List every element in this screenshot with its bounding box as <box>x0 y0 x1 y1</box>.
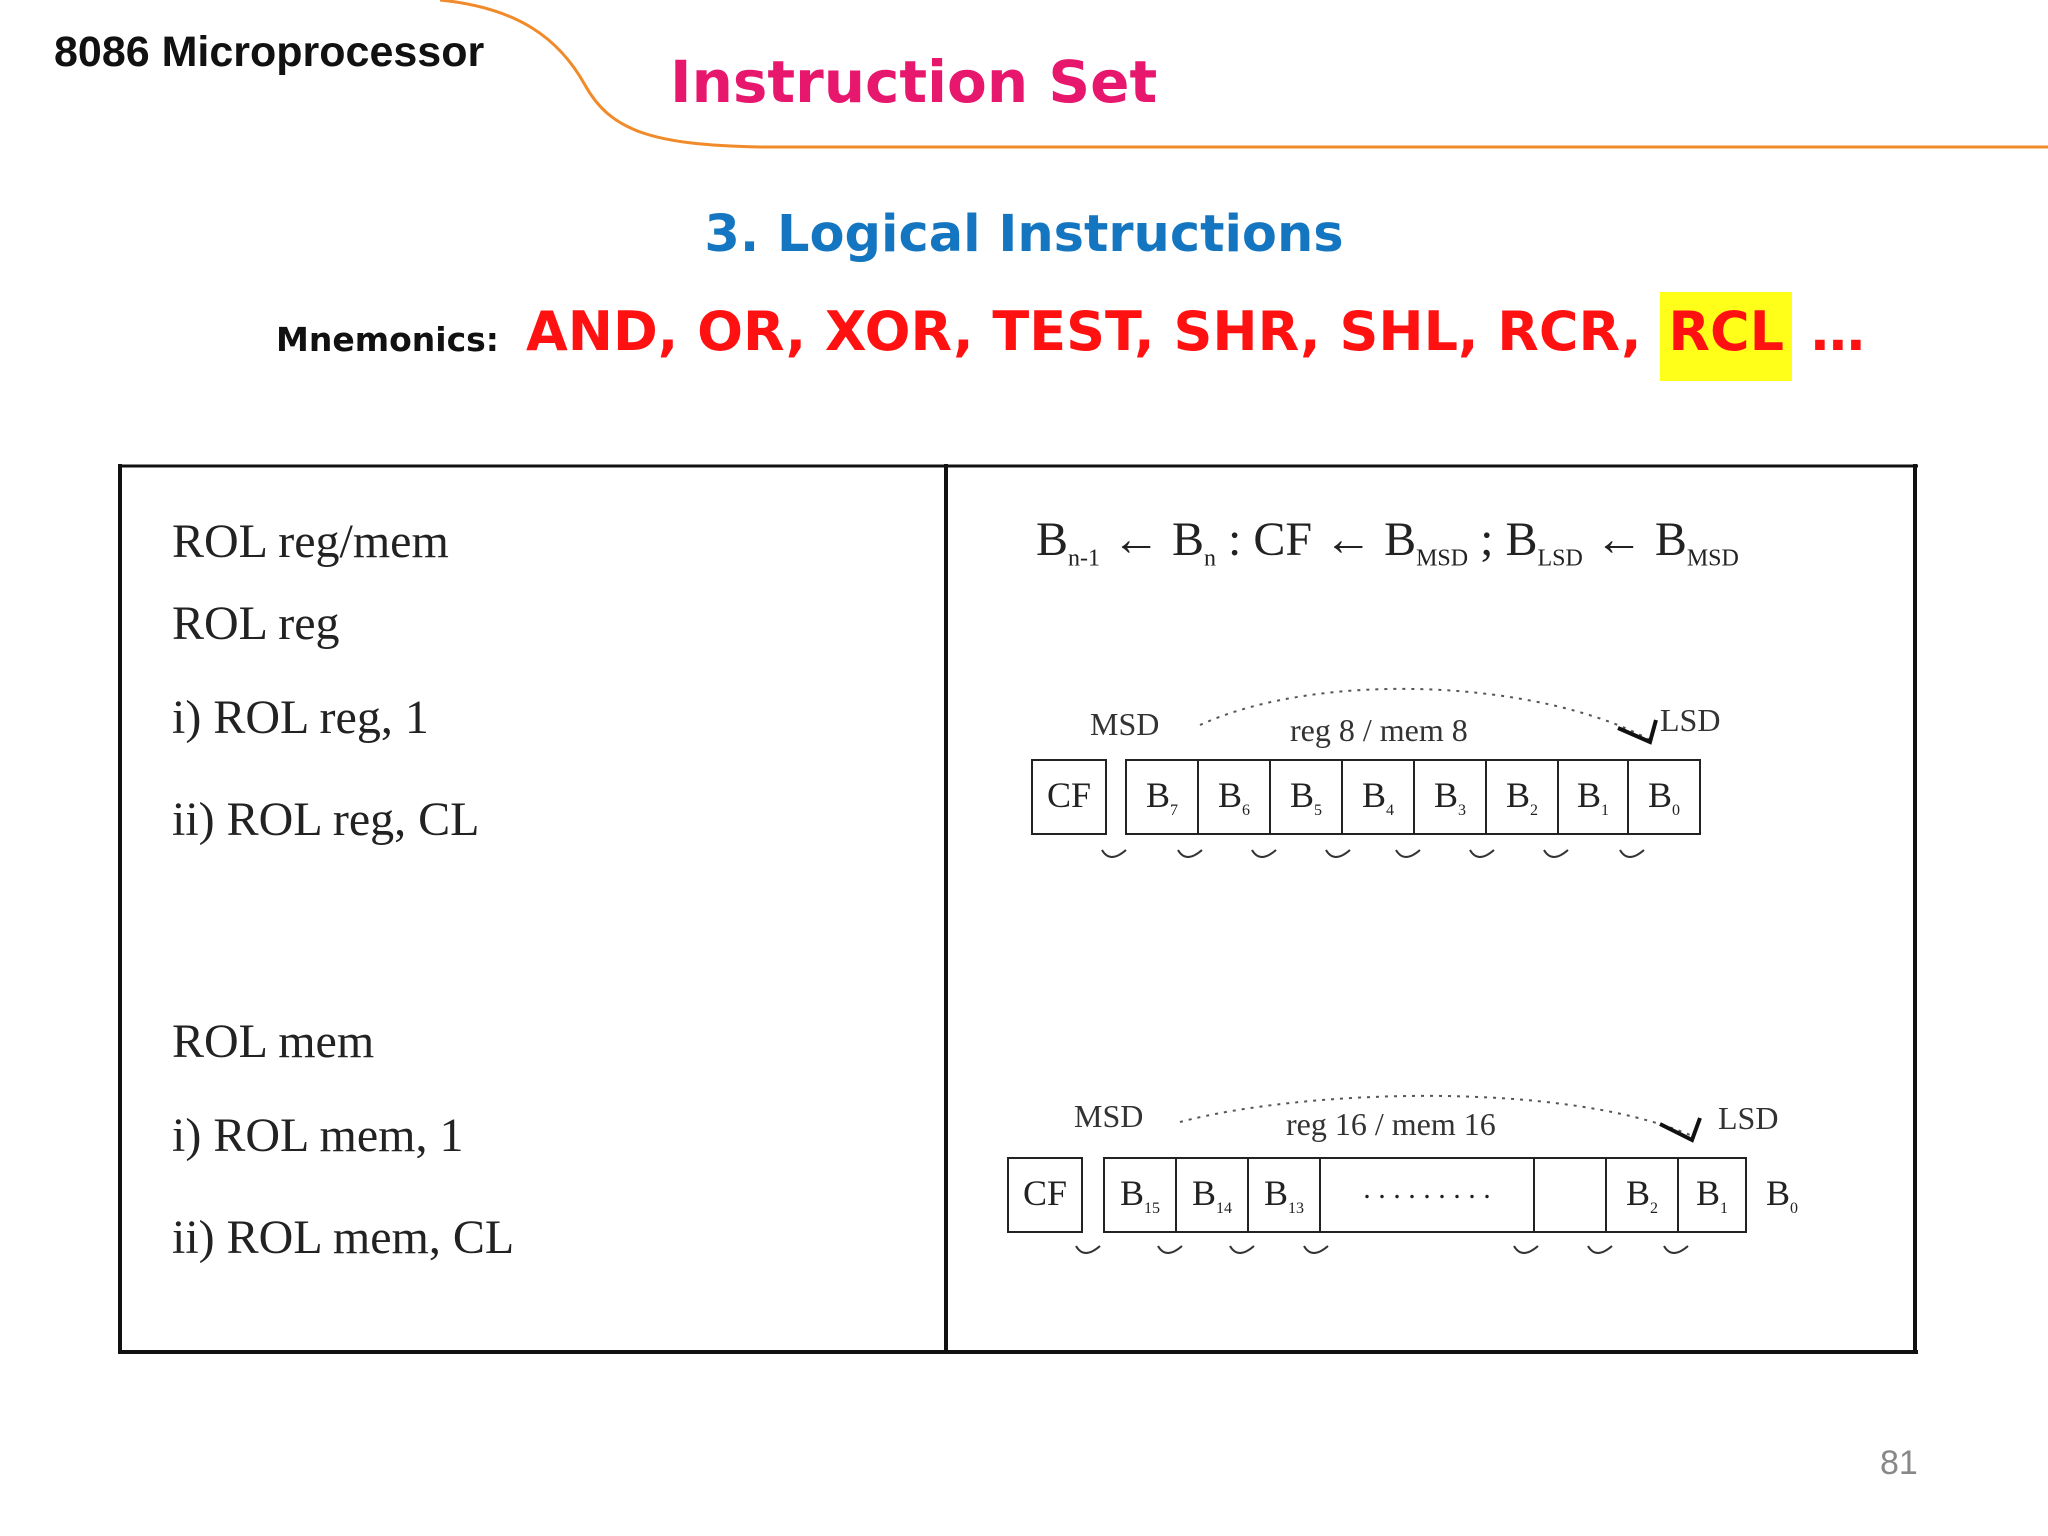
mnemonics-trailing: … <box>1792 300 1865 363</box>
syntax-rol-reg-cl: ii) ROL reg, CL <box>172 793 480 846</box>
carry-flag-cell: CF <box>1046 775 1092 815</box>
mnemonics-items: AND, OR, XOR, TEST, SHR, SHL, RCR, <box>526 300 1661 363</box>
bit-cell: $B_1$ <box>1695 1173 1728 1218</box>
lsd-label-16: LSD <box>1718 1100 1779 1136</box>
syntax-rol-regmem: ROL reg/mem <box>172 515 449 568</box>
syntax-rol-reg-1: i) ROL reg, 1 <box>172 691 429 744</box>
bit-cell: $B_{14}$ <box>1191 1173 1232 1218</box>
lsd-label-8: LSD <box>1660 702 1721 738</box>
operation-formula: $B_{n-1}$ ← $B_n$ : CF ← $B_{MSD}$ ; $B_{LSD}$ ← $B_{MSD}$ <box>1036 513 1739 572</box>
course-title: 8086 Microprocessor <box>54 28 485 76</box>
bit-cell: $B_0$ <box>1647 775 1680 820</box>
carry-flag-cell: CF <box>1022 1173 1068 1213</box>
mnemonics-label: Mnemonics: <box>276 320 499 359</box>
bit-cell: $B_3$ <box>1433 775 1466 820</box>
bit-cell: $B_6$ <box>1217 775 1250 820</box>
bit-cell: $B_2$ <box>1505 775 1538 820</box>
reg8-label: reg 8 / mem 8 <box>1290 712 1468 748</box>
syntax-rol-reg: ROL reg <box>172 597 340 650</box>
mnemonic-highlighted: RCL <box>1660 292 1792 381</box>
slide-title: Instruction Set <box>670 48 1158 116</box>
bit-cell: $B_4$ <box>1361 775 1394 820</box>
syntax-rol-mem-1: i) ROL mem, 1 <box>172 1109 464 1162</box>
bit-cell: $B_0$ <box>1765 1173 1798 1218</box>
msd-label-16: MSD <box>1074 1098 1144 1134</box>
reg16-label: reg 16 / mem 16 <box>1286 1106 1496 1142</box>
page-number: 81 <box>1880 1444 1918 1482</box>
bit-cell: $B_{15}$ <box>1119 1173 1160 1218</box>
section-heading: 3. Logical Instructions <box>704 205 1344 264</box>
bit-cell: $B_2$ <box>1625 1173 1658 1218</box>
syntax-rol-mem: ROL mem <box>172 1015 375 1068</box>
bit-cell: $B_{13}$ <box>1263 1173 1304 1218</box>
bit-ellipsis: . . . . . . . . . <box>1363 1172 1491 1205</box>
msd-label-8: MSD <box>1090 706 1160 742</box>
bit-cell: $B_7$ <box>1145 775 1178 820</box>
bit-cell: $B_1$ <box>1576 775 1609 820</box>
syntax-rol-mem-cl: ii) ROL mem, CL <box>172 1211 515 1264</box>
bit-cell: $B_5$ <box>1289 775 1322 820</box>
